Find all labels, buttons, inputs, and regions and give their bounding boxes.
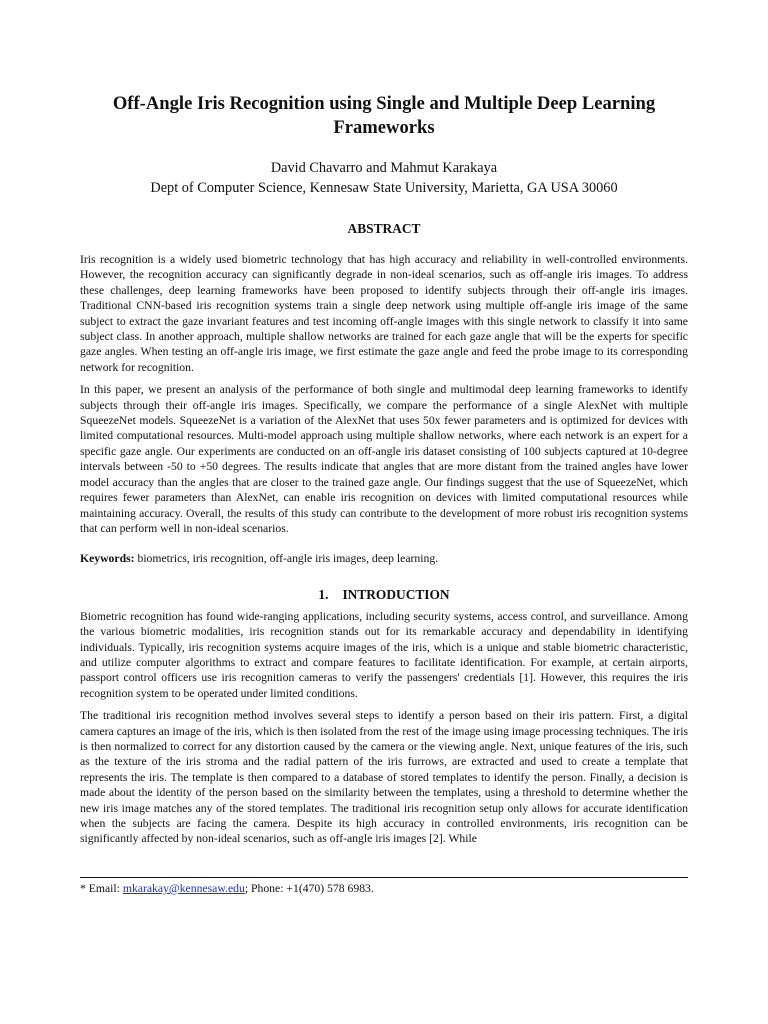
abstract-paragraph-2: In this paper, we present an analysis of the performance of both single and multimodal deep learning frameworks to identify subjects through their off-angle iris images. Specifically, we compare the performance of a single AlexNet with multiple SqueezeNet models. SqueezeNet is a variation of the AlexNet that uses 50x fewer parameters and is optimized for devices with limited computational resources. Multi-model approach using multiple shallow networks, where each network is an expert for a specific gaze angle. Our experiments are conducted on an off-angle iris dataset consisting of 100 subjects captured at 10-degree intervals between -50 to +50 degrees. The results indicate that angles that are more distant from the trained angles have lower model accuracy than the angles that are closer to the trained gaze angle. Our findings suggest that the use of SqueezeNet, which requires fewer parameters than AlexNet, can enable iris recognition on devices with limited computational resources while maintaining accuracy. Overall, the results of this study can contribute to the development of more robust iris recognition systems that can perform well in non-ideal scenarios. — [80, 383, 688, 535]
section-number: 1. — [318, 586, 329, 602]
footnote-prefix: * Email: — [80, 882, 123, 895]
introduction-paragraph-1: Biometric recognition has found wide-ranging applications, including security systems, access control, and surveillance. Among the various biometric modalities, iris recognition stands out for its remarkable accuracy and dependability in identifying individuals. Typically, iris recognition systems acquire images of the iris, which is a unique and stable biometric characteristic, and utilize computer algorithms to extract and compare features to facilitate identification. For example, at certain airports, passport control officers use iris recognition cameras to verify the passengers' credentials [1]. However, this requires the iris recognition system to be operated under limited conditions. — [80, 609, 688, 700]
author-affiliation: Dept of Computer Science, Kennesaw State University, Marietta, GA USA 30060 — [150, 180, 618, 196]
section-title: INTRODUCTION — [342, 586, 450, 602]
keywords-label: Keywords: — [80, 552, 135, 566]
email-link[interactable]: mkarakay@kennesaw.edu — [122, 882, 245, 895]
introduction-paragraph-2: The traditional iris recognition method involves several steps to identify a person based on their iris pattern. First, a digital camera captures an image of the iris, which is then isolated from the rest of the image using image processing techniques. The iris is then normalized to correct for any distortion caused by the camera or the viewing angle. Next, unique features of the iris, such as the texture of the iris stroma and the radial pattern of the iris furrows, are extracted and used to create a template that represents the iris. The template is then compared to a database of stored templates to identify the person. Finally, a decision is made about the identity of the person based on the similarity between the templates, using a threshold to determine whether the new iris image matches any of the stored templates. The traditional iris recognition setup only allows for accurate identification when the subjects are facing the camera. Despite its high accuracy in controlled environments, iris recognition can be significantly affected by non-ideal scenarios, such as off-angle iris images [2]. While — [80, 709, 688, 846]
abstract-paragraph-1: Iris recognition is a widely used biometric technology that has high accuracy and reliability in well-controlled environments. However, the recognition accuracy can significantly degrade in non-ideal scenarios, such as off-angle iris images. To address these challenges, deep learning frameworks have been proposed to identify subjects through their off-angle iris images. Traditional CNN-based iris recognition systems train a single deep network using multiple off-angle iris image of the same subject to extract the gaze invariant features and test incoming off-angle images with this single network to classify it into same subject class. In another approach, multiple shallow networks are trained for each gaze angle that will be the experts for specific gaze angles. When testing an off-angle iris image, we first estimate the gaze angle and feed the probe image to its corresponding network for recognition. — [80, 253, 688, 374]
section-heading-introduction — [80, 586, 688, 604]
footnote-phone: ; Phone: +1(470) 578 6983. — [244, 882, 374, 895]
abstract-heading: ABSTRACT — [347, 221, 421, 236]
keywords-line — [80, 551, 688, 566]
footnote — [80, 881, 688, 896]
paper-page — [80, 92, 688, 847]
paper-title: Off-Angle Iris Recognition using Single and Multiple Deep Learning Frameworks — [112, 93, 656, 138]
footnote-divider — [80, 877, 688, 878]
author-names: David Chavarro and Mahmut Karakaya — [270, 160, 498, 176]
keywords-text: biometrics, iris recognition, off-angle iris images, deep learning. — [134, 552, 439, 566]
